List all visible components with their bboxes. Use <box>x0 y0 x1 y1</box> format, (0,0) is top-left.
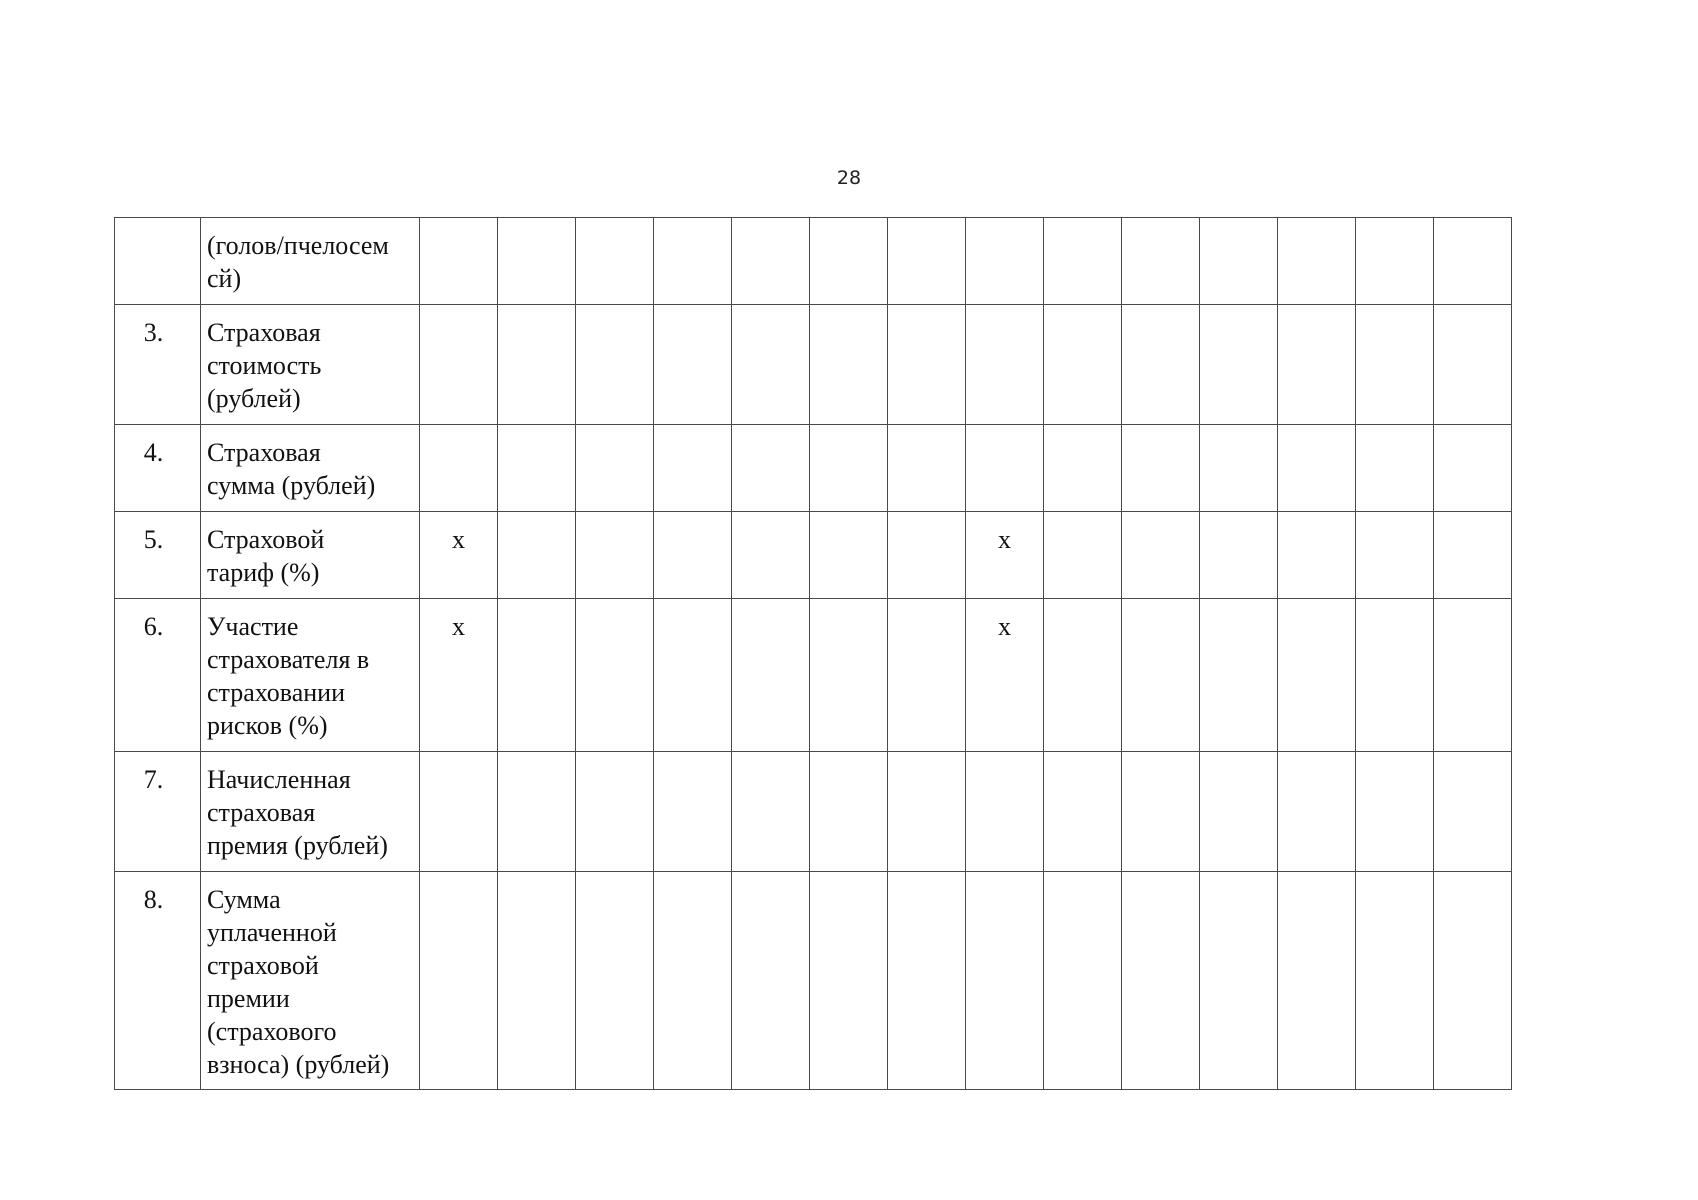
data-cell <box>966 872 1044 1090</box>
data-cell <box>576 599 654 752</box>
data-cell <box>576 512 654 599</box>
data-cell <box>1044 752 1122 872</box>
table-row <box>115 305 1512 425</box>
data-cell <box>420 218 498 305</box>
data-cell: x <box>420 512 498 599</box>
data-cell <box>966 425 1044 512</box>
row-number: 5. <box>115 512 201 599</box>
data-cell <box>1356 872 1434 1090</box>
page-number: 28 <box>836 167 862 189</box>
data-cell <box>810 752 888 872</box>
data-cell <box>732 512 810 599</box>
data-cell <box>1200 218 1278 305</box>
data-cell <box>1122 872 1200 1090</box>
row-label-line: взноса) (рублей) <box>207 1050 390 1079</box>
data-cell <box>732 305 810 425</box>
data-cell <box>1044 305 1122 425</box>
row-label-line: премии <box>207 984 290 1013</box>
data-cell <box>1122 218 1200 305</box>
data-cell <box>1200 512 1278 599</box>
row-label <box>201 752 420 872</box>
data-cell <box>498 425 576 512</box>
row-label-line: (рублей) <box>207 384 301 413</box>
data-cell: x <box>420 599 498 752</box>
data-cell <box>1278 425 1356 512</box>
row-label-line: Страховая <box>207 438 321 467</box>
data-cell <box>888 599 966 752</box>
row-label <box>201 425 420 512</box>
data-cell <box>966 305 1044 425</box>
row-number: 6. <box>115 599 201 752</box>
data-cell <box>420 305 498 425</box>
data-cell <box>966 218 1044 305</box>
row-label <box>201 599 420 752</box>
data-cell <box>1278 512 1356 599</box>
data-cell <box>732 872 810 1090</box>
data-cell <box>888 305 966 425</box>
row-label-line: Сумма <box>207 885 281 914</box>
data-cell <box>1122 425 1200 512</box>
data-cell <box>654 599 732 752</box>
table-row <box>115 599 1512 752</box>
data-cell <box>888 752 966 872</box>
row-label-line: Начисленная <box>207 765 351 794</box>
data-cell <box>1200 872 1278 1090</box>
data-cell <box>1200 425 1278 512</box>
row-label <box>201 305 420 425</box>
data-cell <box>1434 512 1512 599</box>
data-cell <box>810 305 888 425</box>
data-cell <box>732 599 810 752</box>
data-cell <box>732 425 810 512</box>
data-cell <box>654 872 732 1090</box>
insurance-table <box>114 217 1512 1090</box>
data-cell <box>1434 305 1512 425</box>
data-cell <box>1434 218 1512 305</box>
data-cell <box>1200 752 1278 872</box>
row-label-line: тариф (%) <box>207 558 320 587</box>
data-cell <box>576 752 654 872</box>
data-cell <box>732 752 810 872</box>
data-cell <box>1122 599 1200 752</box>
table-row <box>115 218 1512 305</box>
data-cell <box>810 872 888 1090</box>
data-cell <box>576 305 654 425</box>
data-cell <box>654 305 732 425</box>
row-number <box>115 218 201 305</box>
row-number: 3. <box>115 305 201 425</box>
data-cell <box>1356 218 1434 305</box>
data-cell <box>1044 599 1122 752</box>
row-label-line: сумма (рублей) <box>207 471 376 500</box>
row-label <box>201 872 420 1090</box>
data-cell <box>888 425 966 512</box>
row-label-line: страховая <box>207 798 316 827</box>
data-cell <box>420 425 498 512</box>
data-cell <box>1278 218 1356 305</box>
data-cell <box>576 872 654 1090</box>
data-cell <box>810 599 888 752</box>
table-row <box>115 872 1512 1090</box>
data-cell <box>888 218 966 305</box>
data-cell <box>1122 305 1200 425</box>
data-cell <box>1278 872 1356 1090</box>
data-cell <box>576 425 654 512</box>
data-cell <box>1200 305 1278 425</box>
row-label <box>201 512 420 599</box>
data-cell <box>498 218 576 305</box>
row-label-line: Страховой <box>207 525 325 554</box>
data-cell <box>1434 599 1512 752</box>
data-cell <box>810 218 888 305</box>
data-cell <box>498 305 576 425</box>
table-row <box>115 512 1512 599</box>
data-cell <box>1200 599 1278 752</box>
data-cell <box>1278 305 1356 425</box>
row-label-line: страховой <box>207 951 319 980</box>
data-cell <box>1122 512 1200 599</box>
data-cell <box>1434 752 1512 872</box>
row-label-line: премия (рублей) <box>207 831 388 860</box>
data-cell <box>966 752 1044 872</box>
table-row <box>115 425 1512 512</box>
data-cell <box>810 512 888 599</box>
row-label-line: страхователя в <box>207 645 370 674</box>
row-label-line: Участие <box>207 612 299 641</box>
data-cell <box>498 872 576 1090</box>
data-cell: x <box>966 512 1044 599</box>
row-label-line: сй) <box>207 264 242 293</box>
data-cell <box>498 512 576 599</box>
data-cell <box>654 425 732 512</box>
data-cell <box>1278 599 1356 752</box>
row-label <box>201 218 420 305</box>
data-cell <box>576 218 654 305</box>
data-cell <box>498 752 576 872</box>
table-row <box>115 752 1512 872</box>
data-cell <box>1356 425 1434 512</box>
data-cell <box>1044 872 1122 1090</box>
data-cell <box>654 218 732 305</box>
row-number: 4. <box>115 425 201 512</box>
data-cell: x <box>966 599 1044 752</box>
data-cell <box>1356 512 1434 599</box>
data-cell <box>654 512 732 599</box>
row-number: 8. <box>115 872 201 1090</box>
data-cell <box>1278 752 1356 872</box>
data-cell <box>1122 752 1200 872</box>
data-cell <box>888 872 966 1090</box>
data-cell <box>810 425 888 512</box>
row-label-line: страховании <box>207 678 345 707</box>
data-cell <box>1044 512 1122 599</box>
row-label-line: (голов/пчелосем <box>207 231 389 260</box>
row-label-line: стоимость <box>207 351 322 380</box>
row-label-line: (страхового <box>207 1017 337 1046</box>
data-cell <box>498 599 576 752</box>
data-cell <box>1434 872 1512 1090</box>
data-cell <box>732 218 810 305</box>
data-cell <box>1044 218 1122 305</box>
row-label-line: рисков (%) <box>207 711 328 740</box>
data-cell <box>1044 425 1122 512</box>
data-cell <box>1356 752 1434 872</box>
row-label-line: уплаченной <box>207 918 337 947</box>
row-number: 7. <box>115 752 201 872</box>
table-body <box>115 218 1512 1090</box>
data-cell <box>888 512 966 599</box>
row-label-line: Страховая <box>207 318 321 347</box>
data-cell <box>420 752 498 872</box>
data-cell <box>654 752 732 872</box>
data-cell <box>1356 305 1434 425</box>
data-cell <box>1434 425 1512 512</box>
data-cell <box>1356 599 1434 752</box>
data-cell <box>420 872 498 1090</box>
